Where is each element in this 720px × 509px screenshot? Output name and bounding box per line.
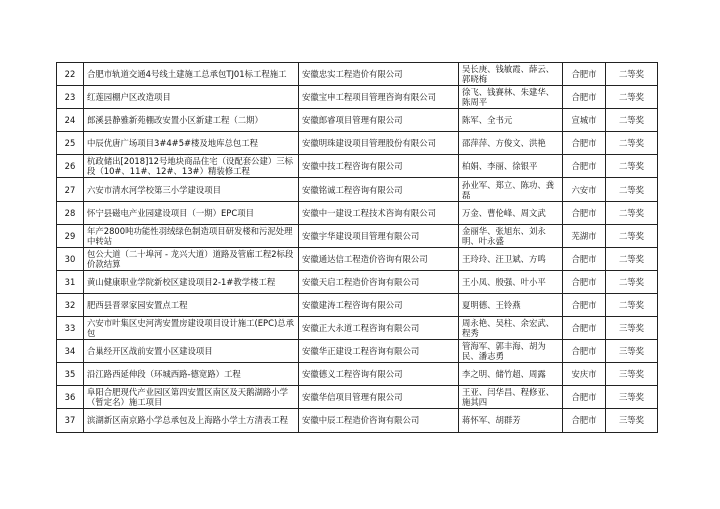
- project-name-cell: 六安市叶集区史河湾安置房建设项目设计施工(EPC)总承包: [84, 317, 299, 340]
- city-name-cell: 合肥市: [563, 270, 606, 293]
- table-row: [57, 86, 658, 109]
- table-row: [57, 132, 658, 155]
- project-name-cell: 合肥市轨道交通4号线土建施工总承包TJ01标工程施工: [84, 63, 299, 86]
- row-number-cell: 30: [57, 247, 84, 270]
- company-name-cell: 安徽中辰工程造价咨询有限公司: [299, 409, 459, 432]
- participants-cell: 金丽华、张旭东、刘永明、叶永盛: [459, 224, 563, 247]
- award-grade-cell: 二等奖: [606, 63, 658, 86]
- award-grade-cell: 三等奖: [606, 340, 658, 363]
- participants-cell: 王亚、闫华昌、程修亚、施其四: [459, 386, 563, 409]
- participants-cell: 夏明德、王铃燕: [459, 293, 563, 316]
- city-name-cell: 合肥市: [563, 247, 606, 270]
- table-row: [57, 270, 658, 293]
- city-name-cell: 合肥市: [563, 201, 606, 224]
- project-name-cell: 郎溪县静雅新苑棚改安置小区新建工程（二期）: [84, 109, 299, 132]
- table-row: [57, 201, 658, 224]
- award-grade-cell: 二等奖: [606, 270, 658, 293]
- participants-cell: 蒋怀军、胡群芳: [459, 409, 563, 432]
- participants-cell: 孙业军、郑立、陈功、龚磊: [459, 178, 563, 201]
- table-row: [57, 247, 658, 270]
- award-grade-cell: 二等奖: [606, 201, 658, 224]
- company-name-cell: 安徽郎睿项目管理有限公司: [299, 109, 459, 132]
- table-row: [57, 409, 658, 432]
- participants-cell: 管海军、郭丰海、胡为民、潘志勇: [459, 340, 563, 363]
- row-number-cell: 26: [57, 155, 84, 178]
- participants-cell: 李之明、储竹超、周露: [459, 363, 563, 386]
- row-number-cell: 25: [57, 132, 84, 155]
- participants-cell: 陈军、全书元: [459, 109, 563, 132]
- award-table: [56, 62, 658, 433]
- project-name-cell: 中辰优唐广场项目3#4#5#楼及地库总包工程: [84, 132, 299, 155]
- table-row: [57, 340, 658, 363]
- participants-cell: 王玲玲、汪卫斌、方鸣: [459, 247, 563, 270]
- participants-cell: 万金、曹伦峰、周文武: [459, 201, 563, 224]
- company-name-cell: 安徽德义工程咨询有限公司: [299, 363, 459, 386]
- participants-cell: 柏娟、李丽、徐银平: [459, 155, 563, 178]
- award-grade-cell: 二等奖: [606, 247, 658, 270]
- row-number-cell: 32: [57, 293, 84, 316]
- table-row: [57, 386, 658, 409]
- city-name-cell: 合肥市: [563, 63, 606, 86]
- award-grade-cell: 二等奖: [606, 155, 658, 178]
- award-grade-cell: 二等奖: [606, 178, 658, 201]
- project-name-cell: 合巢经开区战前安置小区建设项目: [84, 340, 299, 363]
- company-name-cell: 安徽通达信工程造价咨询有限公司: [299, 247, 459, 270]
- award-grade-cell: 二等奖: [606, 86, 658, 109]
- project-name-cell: 肥西县晋翠家园安置点工程: [84, 293, 299, 316]
- project-name-cell: 黄山健康职业学院新校区建设项目2-1#教学楼工程: [84, 270, 299, 293]
- company-name-cell: 安徽明珠建设项目管理股份有限公司: [299, 132, 459, 155]
- table-row: [57, 178, 658, 201]
- row-number-cell: 29: [57, 224, 84, 247]
- company-name-cell: 安徽宝申工程项目管理咨询有限公司: [299, 86, 459, 109]
- project-name-cell: 滨湖新区南京路小学总承包及上海路小学土方清表工程: [84, 409, 299, 432]
- row-number-cell: 33: [57, 317, 84, 340]
- table-row: [57, 293, 658, 316]
- city-name-cell: 合肥市: [563, 409, 606, 432]
- city-name-cell: 芜湖市: [563, 224, 606, 247]
- table-row: [57, 363, 658, 386]
- award-grade-cell: 三等奖: [606, 317, 658, 340]
- company-name-cell: 安徽华信项目管理有限公司: [299, 386, 459, 409]
- city-name-cell: 六安市: [563, 178, 606, 201]
- company-name-cell: 安徽华正建设工程咨询有限公司: [299, 340, 459, 363]
- row-number-cell: 31: [57, 270, 84, 293]
- award-grade-cell: 三等奖: [606, 386, 658, 409]
- city-name-cell: 合肥市: [563, 317, 606, 340]
- table-row: [57, 224, 658, 247]
- award-grade-cell: 二等奖: [606, 132, 658, 155]
- project-name-cell: 年产2800吨功能性羽绒绿色制造项目研发楼和污泥处理中转站: [84, 224, 299, 247]
- company-name-cell: 安徽铭诚工程咨询有限公司: [299, 178, 459, 201]
- row-number-cell: 37: [57, 409, 84, 432]
- award-grade-cell: 三等奖: [606, 363, 658, 386]
- city-name-cell: 合肥市: [563, 340, 606, 363]
- company-name-cell: 安徽天启工程造价咨询有限公司: [299, 270, 459, 293]
- city-name-cell: 合肥市: [563, 155, 606, 178]
- row-number-cell: 35: [57, 363, 84, 386]
- city-name-cell: 宣城市: [563, 109, 606, 132]
- project-name-cell: 怀宁县磁电产业园建设项目（一期）EPC项目: [84, 201, 299, 224]
- project-name-cell: 红莲园棚户区改造项目: [84, 86, 299, 109]
- row-number-cell: 34: [57, 340, 84, 363]
- participants-cell: 王小凤、殷强、叶小平: [459, 270, 563, 293]
- project-name-cell: 阜阳合肥现代产业园区第四安置区南区及天鹅湖路小学（暂定名）施工项目: [84, 386, 299, 409]
- project-name-cell: 杭政储出[2018]12号地块商品住宅（设配套公建）三标段（10#、11#、12#、13#）精装修工程: [84, 155, 299, 178]
- company-name-cell: 安徽忠实工程造价有限公司: [299, 63, 459, 86]
- row-number-cell: 36: [57, 386, 84, 409]
- participants-cell: 邵萍萍、方俊文、洪艳: [459, 132, 563, 155]
- award-grade-cell: 二等奖: [606, 224, 658, 247]
- city-name-cell: 合肥市: [563, 386, 606, 409]
- city-name-cell: 合肥市: [563, 293, 606, 316]
- city-name-cell: 合肥市: [563, 86, 606, 109]
- row-number-cell: 23: [57, 86, 84, 109]
- row-number-cell: 27: [57, 178, 84, 201]
- award-grade-cell: 二等奖: [606, 293, 658, 316]
- participants-cell: 徐飞、钱賽林、朱建华、陈周平: [459, 86, 563, 109]
- row-number-cell: 28: [57, 201, 84, 224]
- table-row: [57, 317, 658, 340]
- company-name-cell: 安徽中技工程咨询有限公司: [299, 155, 459, 178]
- project-name-cell: 六安市清水河学校第三小学建设项目: [84, 178, 299, 201]
- table-row: [57, 155, 658, 178]
- table-row: [57, 63, 658, 86]
- award-grade-cell: 三等奖: [606, 409, 658, 432]
- project-name-cell: 沿江路西延伸段（环城西路-德宽路）工程: [84, 363, 299, 386]
- company-name-cell: 安徽宇华建设项目管理有限公司: [299, 224, 459, 247]
- table-row: [57, 109, 658, 132]
- row-number-cell: 24: [57, 109, 84, 132]
- project-name-cell: 包公大道（二十埠河 - 龙兴大道）道路及管廊工程2标段价款结算: [84, 247, 299, 270]
- city-name-cell: 合肥市: [563, 132, 606, 155]
- participants-cell: 吴长庚、钱敏霞、薛云、郭晓梅: [459, 63, 563, 86]
- award-table-body: [57, 63, 658, 433]
- company-name-cell: 安徽中一建设工程技术咨询有限公司: [299, 201, 459, 224]
- row-number-cell: 22: [57, 63, 84, 86]
- company-name-cell: 安徽建涛工程咨询有限公司: [299, 293, 459, 316]
- award-grade-cell: 二等奖: [606, 109, 658, 132]
- company-name-cell: 安徽正大永道工程咨询有限公司: [299, 317, 459, 340]
- participants-cell: 周永艳、吴柱、余宏武、程秀: [459, 317, 563, 340]
- city-name-cell: 安庆市: [563, 363, 606, 386]
